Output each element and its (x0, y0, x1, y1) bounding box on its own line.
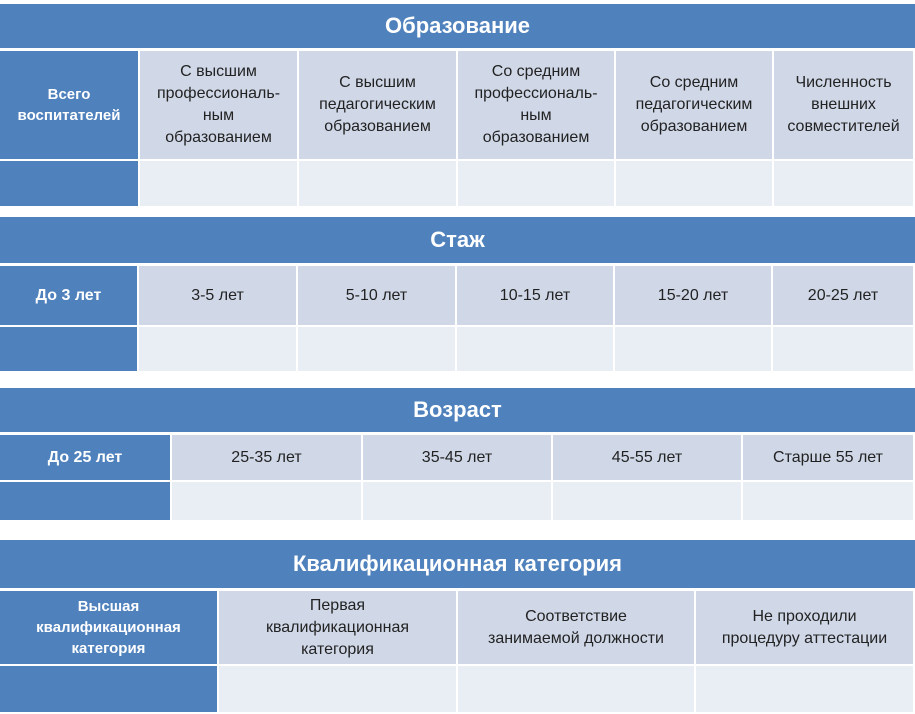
header-cell: 25-35 лет (172, 435, 363, 482)
header-cell: 35-45 лет (363, 435, 553, 482)
body-cell[interactable] (553, 482, 743, 522)
section-title: Квалификационная категория (0, 540, 915, 591)
header-cell: С высшим профессиональ- ным образованием (140, 51, 299, 161)
section-education (0, 4, 915, 208)
body-cell[interactable] (458, 666, 696, 714)
header-cell: 20-25 лет (773, 266, 915, 327)
header-cell: 10-15 лет (457, 266, 615, 327)
header-cell: Со средним педагогическим образованием (616, 51, 774, 161)
header-cell: До 3 лет (0, 266, 139, 327)
body-cell[interactable] (615, 327, 773, 373)
age-table (0, 435, 915, 522)
section-title: Образование (0, 4, 915, 51)
body-cell[interactable] (773, 327, 915, 373)
body-cell[interactable] (0, 327, 139, 373)
section-title: Стаж (0, 217, 915, 266)
section-title: Возраст (0, 388, 915, 435)
body-cell[interactable] (774, 161, 915, 208)
body-cell[interactable] (219, 666, 458, 714)
body-cell[interactable] (363, 482, 553, 522)
body-cell[interactable] (743, 482, 915, 522)
header-cell: Старше 55 лет (743, 435, 915, 482)
header-cell: 3-5 лет (139, 266, 298, 327)
header-cell: До 25 лет (0, 435, 172, 482)
header-cell: Первая квалификационная категория (219, 591, 458, 666)
body-cell[interactable] (0, 161, 140, 208)
header-cell: Численность внешних совместителей (774, 51, 915, 161)
body-cell[interactable] (139, 327, 298, 373)
body-cell[interactable] (299, 161, 458, 208)
body-cell[interactable] (140, 161, 299, 208)
header-cell: Высшая квалификационная категория (0, 591, 219, 666)
header-cell: С высшим педагогическим образованием (299, 51, 458, 161)
body-cell[interactable] (0, 666, 219, 714)
body-cell[interactable] (298, 327, 457, 373)
section-age (0, 388, 915, 522)
body-cell[interactable] (0, 482, 172, 522)
body-cell[interactable] (616, 161, 774, 208)
body-cell[interactable] (458, 161, 616, 208)
header-cell: Со средним профессиональ- ным образованием (458, 51, 616, 161)
header-cell: 15-20 лет (615, 266, 773, 327)
header-cell: Не проходили процедуру аттестации (696, 591, 915, 666)
education-table (0, 51, 915, 208)
body-cell[interactable] (457, 327, 615, 373)
header-cell: Всего воспитателей (0, 51, 140, 161)
body-cell[interactable] (172, 482, 363, 522)
body-cell[interactable] (696, 666, 915, 714)
section-qualification (0, 540, 915, 714)
header-cell: Соответствие занимаемой должности (458, 591, 696, 666)
header-cell: 45-55 лет (553, 435, 743, 482)
header-cell: 5-10 лет (298, 266, 457, 327)
section-experience (0, 217, 915, 373)
qualification-table (0, 591, 915, 714)
experience-table (0, 266, 915, 373)
